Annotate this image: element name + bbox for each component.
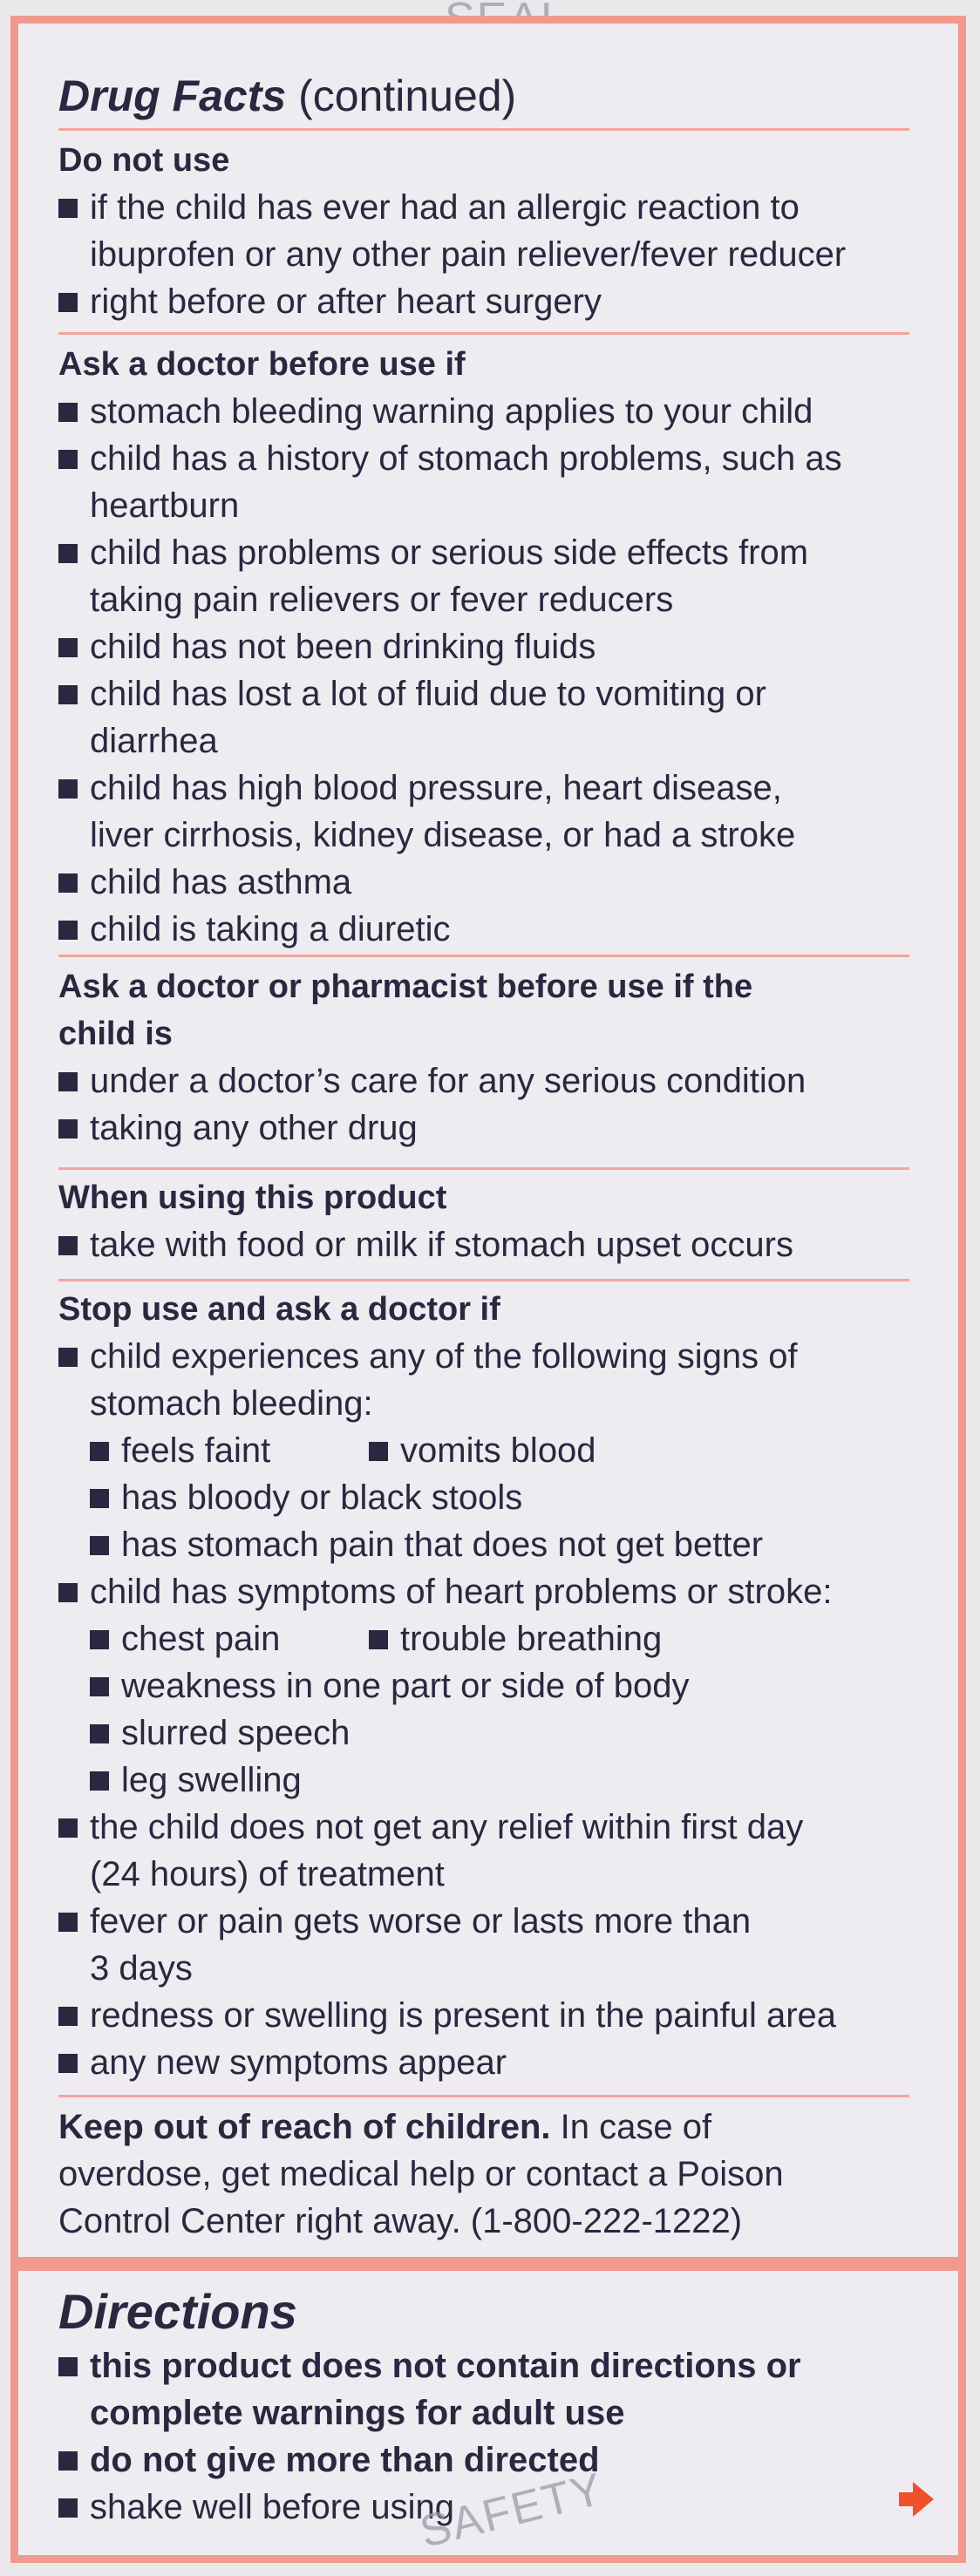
- drug-facts-panel: [10, 16, 966, 2563]
- list-item: right before or after heart surgery: [90, 282, 602, 321]
- list-item: child has lost a lot of fluid due to vomiting or: [90, 675, 766, 713]
- ask-pharmacist-section: [18, 963, 958, 1152]
- stop-use-section: [18, 1286, 958, 2086]
- sub-item: slurred speech: [121, 1714, 350, 1752]
- list-item-continued: liver cirrhosis, kidney disease, or had a stroke: [90, 816, 796, 854]
- list-item: any new symptoms appear: [90, 2043, 507, 2082]
- section-heading: Stop use and ask a doctor if: [58, 1291, 500, 1328]
- sub-item: feels faint: [121, 1431, 271, 1470]
- bullet-icon: [90, 1536, 109, 1555]
- list-item: child has problems or serious side effects from: [90, 534, 809, 572]
- list-item: child has asthma: [90, 863, 352, 901]
- list-item: this product does not contain directions or: [90, 2347, 801, 2385]
- bullet-icon: [58, 403, 78, 422]
- bullet-icon: [90, 1677, 109, 1696]
- list-item-continued: stomach bleeding:: [90, 1384, 373, 1423]
- sub-item: weakness in one part or side of body: [121, 1667, 690, 1705]
- bullet-icon: [58, 2498, 78, 2518]
- section-heading: When using this product: [58, 1179, 447, 1216]
- bullet-icon: [58, 2451, 78, 2471]
- seal-watermark-bottom: SAFETY: [415, 2463, 609, 2559]
- sub-item: leg swelling: [121, 1761, 302, 1799]
- bullet-icon: [90, 1630, 109, 1649]
- divider: [58, 1279, 909, 1281]
- list-item: take with food or milk if stomach upset occurs: [90, 1226, 793, 1264]
- bullet-icon: [58, 1818, 78, 1838]
- list-item-continued: ibuprofen or any other pain reliever/fever reducer: [90, 235, 847, 274]
- sub-item: has bloody or black stools: [121, 1478, 523, 1517]
- keep-out-heading: Keep out of reach of children.: [58, 2108, 551, 2146]
- list-item: child has a history of stomach problems, such as: [90, 439, 842, 478]
- section-heading: Ask a doctor or pharmacist before use if the: [58, 969, 753, 1005]
- directions-heading: Directions: [58, 2284, 297, 2339]
- bullet-icon: [58, 450, 78, 469]
- list-item: taking any other drug: [90, 1109, 418, 1147]
- keep-out-text: overdose, get medical help or contact a Poison: [58, 2155, 784, 2193]
- divider: [58, 955, 909, 957]
- when-using-section: [18, 1174, 958, 1268]
- keep-out-section: [18, 2104, 958, 2245]
- section-heading: Do not use: [58, 142, 230, 179]
- do-not-use-section: [18, 137, 958, 325]
- keep-out-text: In case of: [550, 2108, 712, 2146]
- bullet-icon: [58, 1348, 78, 1367]
- bullet-icon: [90, 1442, 109, 1461]
- list-item: the child does not get any relief within first day: [90, 1808, 804, 1846]
- bullet-icon: [58, 638, 78, 657]
- list-item-continued: taking pain relievers or fever reducers: [90, 581, 674, 619]
- section-heading-continued: child is: [58, 1016, 173, 1052]
- bullet-icon: [58, 2054, 78, 2073]
- divider: [58, 332, 909, 335]
- list-item-continued: complete warnings for adult use: [90, 2394, 625, 2432]
- divider: [58, 2095, 909, 2097]
- divider: [58, 128, 909, 131]
- bullet-icon: [90, 1724, 109, 1743]
- bullet-icon: [369, 1630, 388, 1649]
- sub-item: trouble breathing: [400, 1620, 663, 1658]
- sub-item: has stomach pain that does not get better: [121, 1526, 764, 1564]
- bullet-icon: [58, 293, 78, 312]
- bullet-icon: [58, 1913, 78, 1932]
- bullet-icon: [58, 1583, 78, 1602]
- section-separator: [18, 2257, 958, 2271]
- list-item: child is taking a diuretic: [90, 910, 451, 948]
- bullet-icon: [58, 1236, 78, 1255]
- bullet-icon: [58, 2357, 78, 2376]
- list-item: do not give more than directed: [90, 2441, 600, 2479]
- sub-item: chest pain: [121, 1620, 281, 1658]
- bullet-icon: [90, 1489, 109, 1508]
- title-rest: (continued): [286, 71, 517, 120]
- list-item: child has not been drinking fluids: [90, 628, 596, 666]
- bullet-icon: [58, 873, 78, 893]
- list-item: redness or swelling is present in the painful area: [90, 1996, 837, 2035]
- keep-out-text: Control Center right away. (1-800-222-1222): [58, 2202, 743, 2240]
- bullet-icon: [58, 2007, 78, 2026]
- sub-item: vomits blood: [400, 1431, 596, 1470]
- bullet-icon: [58, 779, 78, 799]
- bullet-icon: [58, 199, 78, 218]
- drug-facts-title: [18, 65, 958, 126]
- list-item: child has symptoms of heart problems or stroke:: [90, 1573, 833, 1611]
- list-item: fever or pain gets worse or lasts more than: [90, 1902, 752, 1940]
- bullet-icon: [58, 1072, 78, 1091]
- divider: [58, 1167, 909, 1170]
- list-item-continued: diarrhea: [90, 722, 218, 760]
- list-item: child has high blood pressure, heart disease,: [90, 769, 782, 807]
- list-item: under a doctor’s care for any serious condition: [90, 1062, 806, 1100]
- list-item-continued: 3 days: [90, 1949, 193, 1988]
- list-item: stomach bleeding warning applies to your child: [90, 392, 813, 431]
- ask-doctor-section: [18, 341, 958, 953]
- list-item: shake well before using: [90, 2488, 455, 2526]
- list-item-continued: heartburn: [90, 486, 240, 525]
- bullet-icon: [58, 685, 78, 704]
- bullet-icon: [369, 1442, 388, 1461]
- section-heading: Ask a doctor before use if: [58, 346, 466, 383]
- bullet-icon: [58, 921, 78, 940]
- list-item: child experiences any of the following signs of: [90, 1337, 798, 1376]
- bullet-icon: [58, 1119, 78, 1138]
- title-bold: Drug Facts: [58, 71, 287, 120]
- bullet-icon: [90, 1771, 109, 1791]
- list-item: if the child has ever had an allergic reaction to: [90, 188, 800, 227]
- arrow-right-icon: [913, 2482, 934, 2517]
- bullet-icon: [58, 544, 78, 563]
- list-item-continued: (24 hours) of treatment: [90, 1855, 445, 1893]
